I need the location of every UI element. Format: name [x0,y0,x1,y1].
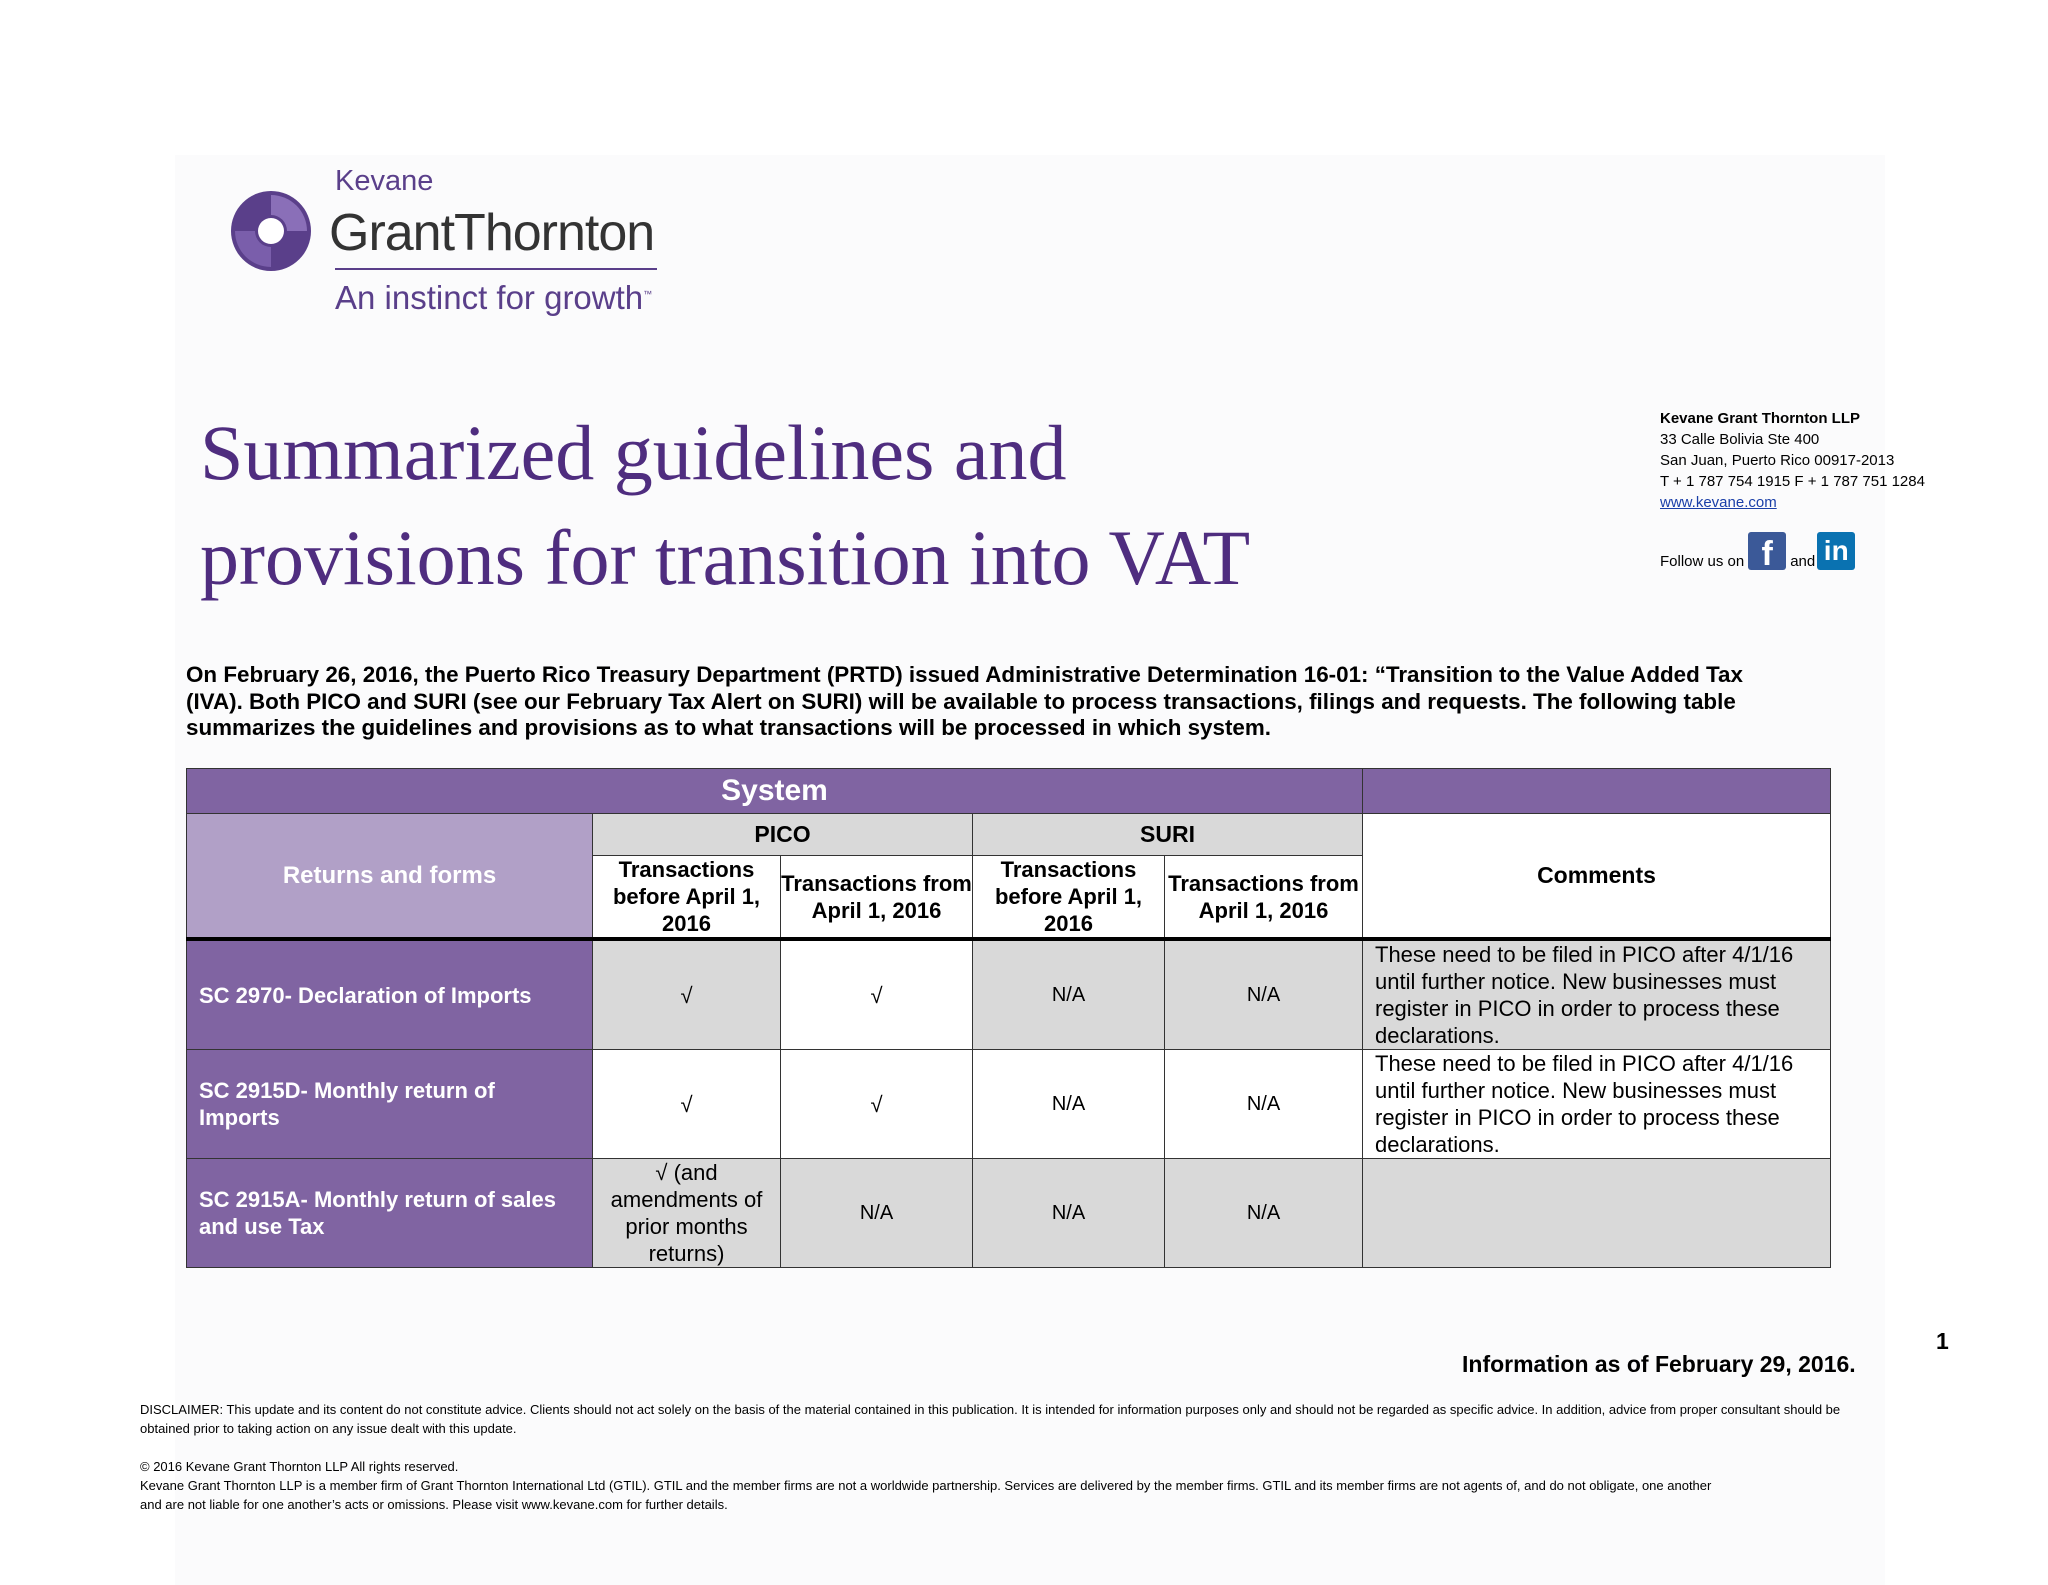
system-table [186,768,1831,1268]
logo-name-text: GrantThornton [329,204,655,262]
row-cell: N/A [1165,1050,1363,1159]
pico-before-header: Transactions before April 1, 2016 [593,856,781,940]
row-cell: √ [593,1050,781,1159]
address-line-2: San Juan, Puerto Rico 00917-2013 [1660,452,1895,469]
row-cell: √ (and amendments of prior months returns) [593,1159,781,1268]
row-comment: These need to be filed in PICO after 4/1/16 until further notice. New businesses must register in PICO in order to process these declarations. [1363,1050,1831,1159]
row-cell: N/A [973,1159,1165,1268]
contact-block [1660,408,1925,513]
row-form-name: SC 2970- Declaration of Imports [187,939,593,1050]
facebook-icon[interactable]: f [1748,532,1786,570]
row-cell: √ [781,939,973,1050]
page-number: 1 [1936,1328,1949,1354]
system-header: System [187,769,1363,814]
table-row [187,939,1831,1050]
linkedin-icon[interactable]: in [1817,532,1855,570]
member-firm-line-2: and are not liable for one another’s acts or omissions. Please visit www.kevane.com for further details. [140,1497,728,1512]
member-firm-line-1: Kevane Grant Thornton LLP is a member firm of Grant Thornton International Ltd (GTIL). GTIL and the member firms are not a worldwide partnership. Services are delivered by the member firms. GTIL and its member firms are not agents of, and do not obligate, one another [140,1478,1712,1493]
suri-from-header: Transactions from April 1, 2016 [1165,856,1363,940]
website-link[interactable]: www.kevane.com [1660,494,1777,511]
company-logo [225,165,685,330]
row-cell: N/A [1165,1159,1363,1268]
firm-name: Kevane Grant Thornton LLP [1660,410,1861,427]
logo-swirl-icon [229,189,313,273]
system-header-extension [1363,769,1831,814]
row-cell: N/A [973,1050,1165,1159]
row-comment: These need to be filed in PICO after 4/1/16 until further notice. New businesses must register in PICO in order to process these declarations. [1363,939,1831,1050]
suri-before-header: Transactions before April 1, 2016 [973,856,1165,940]
title-line-1: Summarized guidelines and [200,409,1067,496]
row-cell: N/A [781,1159,973,1268]
comments-header: Comments [1363,814,1831,940]
row-cell: N/A [973,939,1165,1050]
logo-kevane-text: Kevane [335,165,434,197]
row-form-name: SC 2915D- Monthly return of Imports [187,1050,593,1159]
copyright-line: © 2016 Kevane Grant Thornton LLP All rights reserved. [140,1459,459,1474]
page-title [200,400,1400,610]
row-cell: √ [593,939,781,1050]
disclaimer-text: DISCLAIMER: This update and its content do not constitute advice. Clients should not act solely on the basis of the material contained in this publication. It is intended for information purposes only and should not be regarded as specific advice. In addition, advice from proper consultant should be obtained prior to taking action on any issue dealt with this update. [140,1402,1841,1436]
row-cell: √ [781,1050,973,1159]
pico-from-header: Transactions from April 1, 2016 [781,856,973,940]
suri-header: SURI [973,814,1363,856]
copyright-block [140,1457,1868,1514]
intro-paragraph: On February 26, 2016, the Puerto Rico Treasury Department (PRTD) issued Administrative Determination 16-01: “Transition to the Value Added Tax (IVA). Both PICO and SURI (see our February Tax Alert on SURI) will be available to process transactions, filings and requests. The following table summarizes the guidelines and provisions as to what transactions will be processed in which system. [186,662,1743,740]
follow-label: Follow us on [1660,553,1745,570]
and-label: and [1790,553,1816,570]
logo-divider [335,268,657,270]
phone-fax: T + 1 787 754 1915 F + 1 787 751 1284 [1660,473,1925,490]
row-form-name: SC 2915A- Monthly return of sales and use Tax [187,1159,593,1268]
returns-forms-header: Returns and forms [187,814,593,940]
address-line-1: 33 Calle Bolivia Ste 400 [1660,431,1820,448]
pico-header: PICO [593,814,973,856]
table-row [187,1159,1831,1268]
table-row [187,1050,1831,1159]
title-line-2: provisions for transition into VAT [200,514,1251,601]
logo-tagline: An instinct for growth™ [335,279,653,316]
row-cell: N/A [1165,939,1363,1050]
follow-us [1660,532,1855,570]
info-as-of: Information as of February 29, 2016. [1462,1351,1856,1377]
row-comment [1363,1159,1831,1268]
